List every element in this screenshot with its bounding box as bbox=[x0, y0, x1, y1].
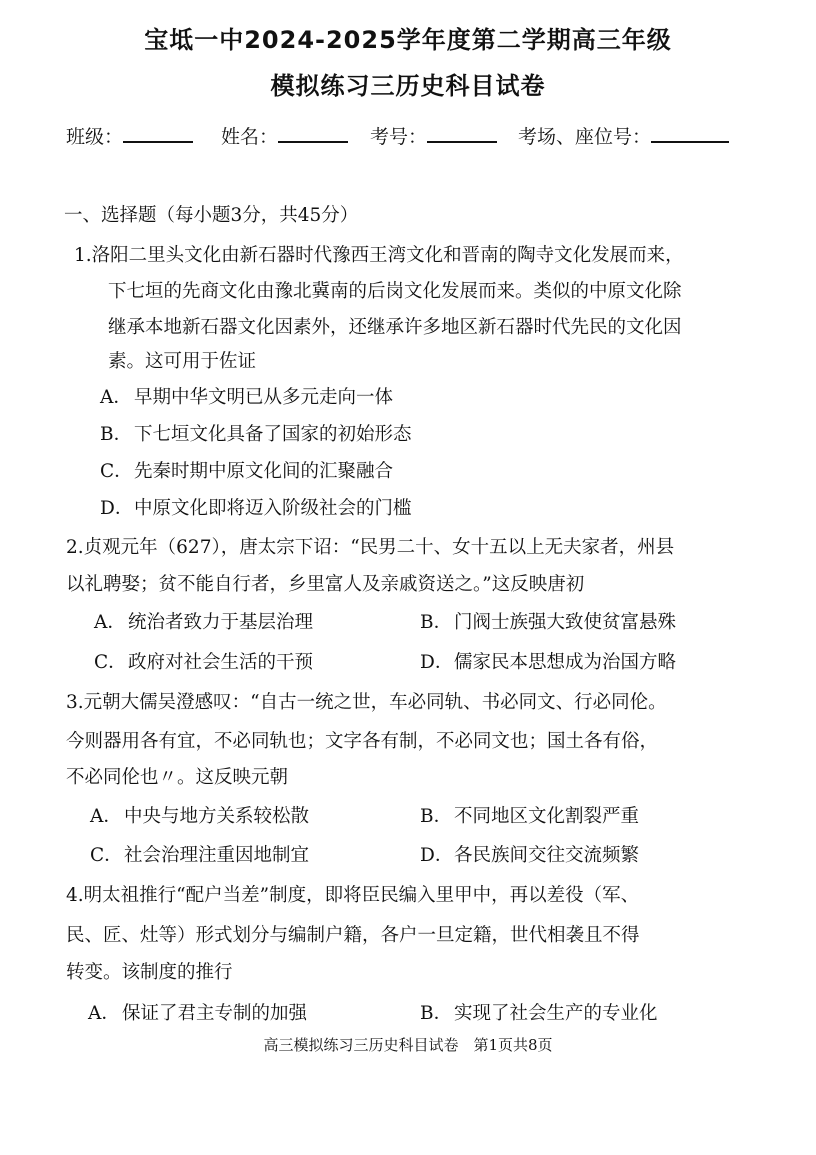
option-label: B． bbox=[100, 424, 133, 445]
name-field bbox=[221, 122, 348, 149]
exam-no-label: 考号： bbox=[370, 126, 428, 148]
exam-title-line2: 模拟练习三历史科目试卷 bbox=[270, 72, 546, 100]
question-4-line-1: 4.明太祖推行“配户当差”制度，即将臣民编入里甲中，再以差役（军、 bbox=[66, 885, 640, 906]
question-2-option-c bbox=[94, 651, 313, 675]
option-label: C． bbox=[90, 845, 123, 866]
question-1-option-c bbox=[100, 460, 393, 484]
question-3-option-c bbox=[90, 844, 309, 868]
exam-no-field bbox=[370, 122, 497, 149]
option-label: B． bbox=[420, 806, 453, 827]
question-2-line-2: 以礼聘娶；贫不能自行者，乡里富人及亲戚资送之。”这反映唐初 bbox=[66, 574, 585, 595]
question-3-option-b bbox=[420, 805, 639, 829]
question-1-option-b bbox=[100, 423, 412, 447]
question-4-line-2: 民、匠、灶等）形式划分与编制户籍，各户一旦定籍，世代相袭且不得 bbox=[66, 925, 640, 946]
page-footer: 高三模拟练习三历史科目试卷 第1页共8页 bbox=[263, 1036, 553, 1054]
option-label: B． bbox=[420, 612, 453, 633]
question-4-option-b bbox=[420, 1002, 658, 1026]
class-label: 班级： bbox=[66, 126, 124, 148]
question-2-option-b bbox=[420, 611, 676, 635]
option-text: 统治者致力于基层治理 bbox=[128, 612, 314, 633]
room-seat-blank bbox=[651, 123, 729, 143]
option-text: 各民族间交往交流频繁 bbox=[454, 845, 640, 866]
option-label: D． bbox=[420, 652, 454, 673]
option-text: 下七垣文化具备了国家的初始形态 bbox=[134, 424, 412, 445]
question-2-option-d bbox=[420, 651, 676, 675]
option-text: 早期中华文明已从多元走向一体 bbox=[134, 387, 394, 408]
question-3-line-1: 3.元朝大儒吴澄感叹：“自古一统之世，车必同轨、书必同文、行必同伦。 bbox=[66, 692, 667, 713]
question-2-option-a bbox=[94, 611, 313, 635]
option-text: 政府对社会生活的干预 bbox=[128, 652, 314, 673]
option-text: 中原文化即将迈入阶级社会的门槛 bbox=[134, 498, 412, 519]
question-1-line-1: 1.洛阳二里头文化由新石器时代豫西王湾文化和晋南的陶寺文化发展而来， bbox=[74, 245, 684, 266]
option-text: 儒家民本思想成为治国方略 bbox=[454, 652, 677, 673]
question-1-option-a bbox=[100, 386, 393, 410]
option-label: A． bbox=[100, 387, 132, 408]
option-text: 实现了社会生产的专业化 bbox=[454, 1003, 658, 1024]
option-label: A． bbox=[88, 1003, 120, 1024]
option-label: D． bbox=[420, 845, 454, 866]
option-label: C． bbox=[100, 461, 133, 482]
room-seat-label: 考场、座位号： bbox=[518, 126, 652, 148]
class-blank bbox=[123, 123, 193, 143]
option-text: 不同地区文化割裂严重 bbox=[454, 806, 640, 827]
section-heading: 一、选择题（每小题3分，共45分） bbox=[64, 205, 359, 226]
question-1-line-2: 下七垣的先商文化由豫北冀南的后岗文化发展而来。类似的中原文化除 bbox=[108, 281, 682, 302]
option-label: A． bbox=[94, 612, 126, 633]
question-3-line-3: 不必同伦也〃。这反映元朝 bbox=[66, 767, 289, 788]
question-3-option-a bbox=[90, 805, 309, 829]
exam-no-blank bbox=[427, 123, 497, 143]
class-field bbox=[66, 122, 193, 149]
name-blank bbox=[278, 123, 348, 143]
option-text: 社会治理注重因地制宜 bbox=[124, 845, 310, 866]
option-text: 先秦时期中原文化间的汇聚融合 bbox=[134, 461, 394, 482]
room-seat-field bbox=[518, 122, 729, 149]
question-2-line-1: 2.贞观元年（627），唐太宗下诏：“民男二十、女十五以上无夫家者，州县 bbox=[66, 537, 675, 558]
option-label: D． bbox=[100, 498, 134, 519]
question-4-option-a bbox=[88, 1002, 307, 1026]
option-text: 中央与地方关系较松散 bbox=[124, 806, 310, 827]
option-label: C． bbox=[94, 652, 127, 673]
question-3-line-2: 今则器用各有宜，不必同轨也；文字各有制，不必同文也；国土各有俗， bbox=[66, 731, 659, 752]
option-label: A． bbox=[90, 806, 122, 827]
option-text: 门阀士族强大致使贫富悬殊 bbox=[454, 612, 677, 633]
question-4-line-3: 转变。该制度的推行 bbox=[66, 962, 233, 983]
question-3-option-d bbox=[420, 844, 639, 868]
option-text: 保证了君主专制的加强 bbox=[122, 1003, 308, 1024]
question-1-option-d bbox=[100, 497, 412, 521]
question-1-line-4: 素。这可用于佐证 bbox=[108, 351, 257, 372]
exam-title-line1: 宝坻一中2024-2025学年度第二学期高三年级 bbox=[144, 26, 672, 54]
question-1-line-3: 继承本地新石器文化因素外，还继承许多地区新石器时代先民的文化因 bbox=[108, 317, 682, 338]
name-label: 姓名： bbox=[221, 126, 279, 148]
option-label: B． bbox=[420, 1003, 453, 1024]
